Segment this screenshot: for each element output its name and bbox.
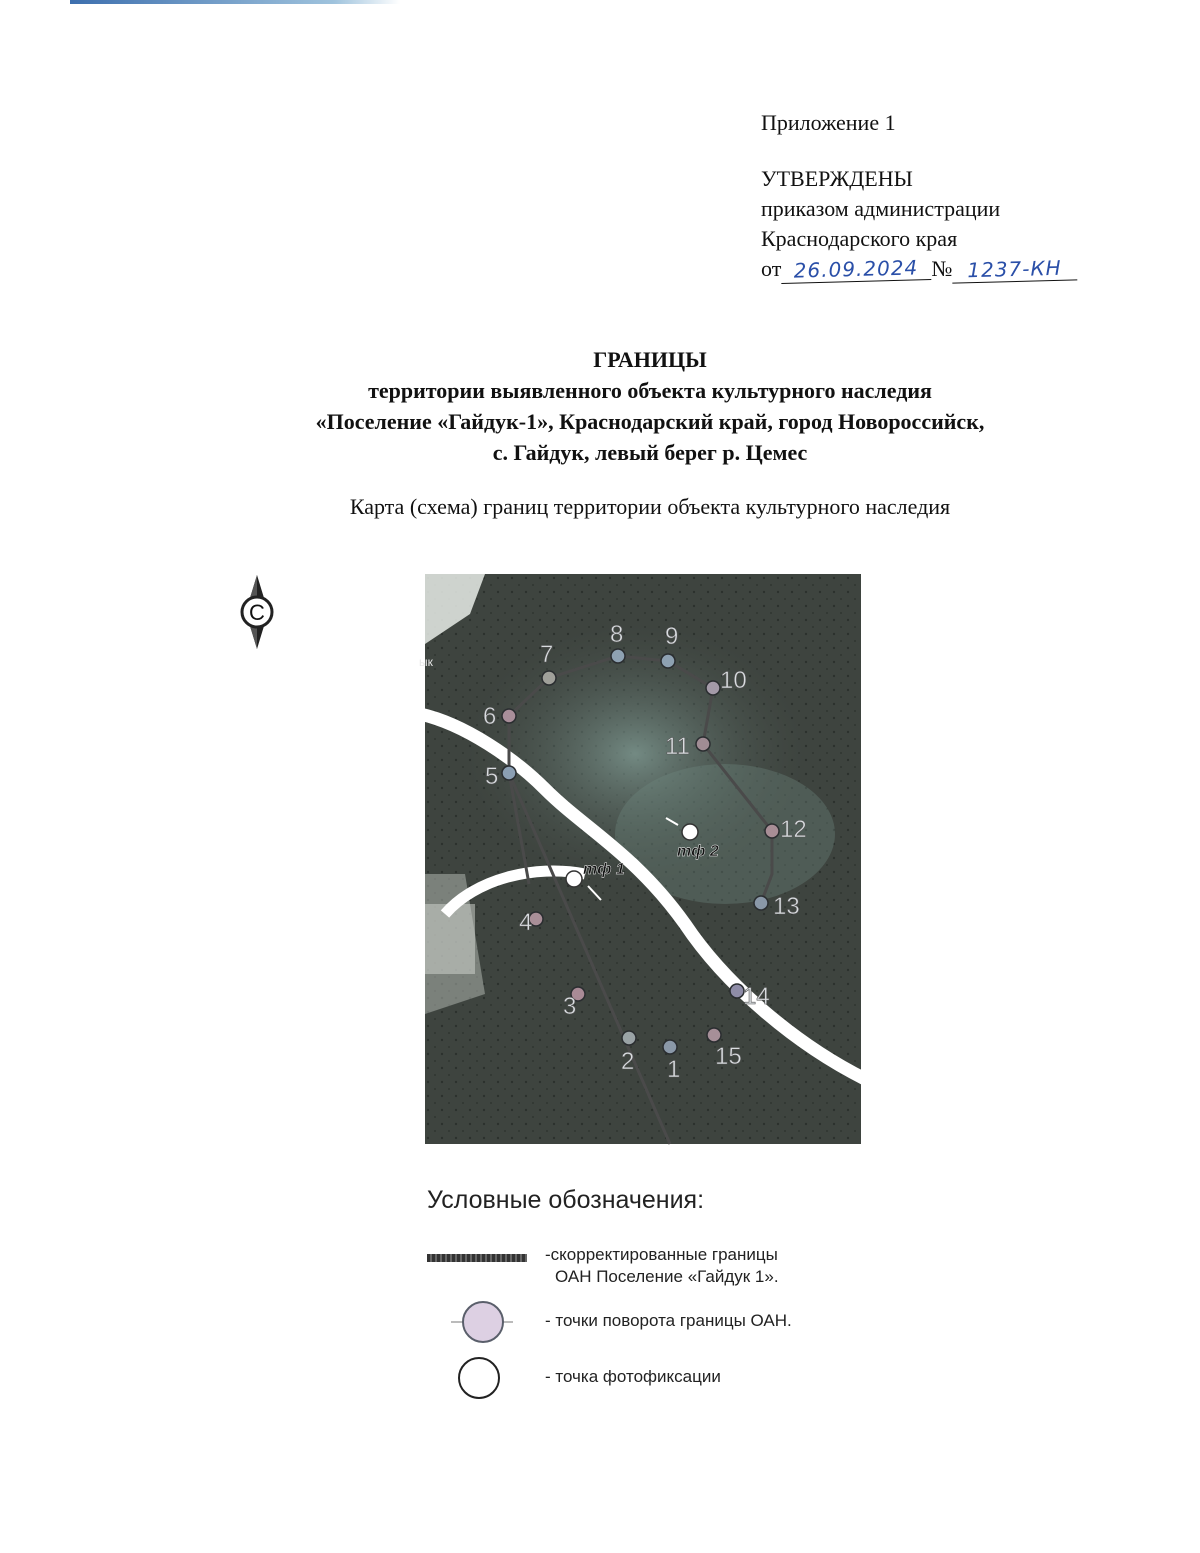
turn-point-label-12: 12	[780, 816, 807, 843]
legend-turn-points	[427, 1300, 927, 1344]
handwritten-number: 1237-КН	[952, 255, 1078, 283]
title-heading: ГРАНИЦЫ	[593, 347, 707, 372]
scan-edge-strip	[70, 0, 400, 4]
turn-point-label-2: 2	[621, 1048, 635, 1075]
legend-title: Условные обозначения:	[427, 1186, 705, 1214]
photo-point-2	[682, 824, 698, 840]
turn-point-15	[707, 1028, 721, 1042]
legend-photo-point	[427, 1356, 927, 1400]
turn-point-label-13: 13	[773, 893, 800, 920]
turn-point-label-6: 6	[483, 703, 497, 730]
title-line-1: территории выявленного объекта культурного наследия	[368, 378, 932, 403]
title-line-2: «Поселение «Гайдук-1», Краснодарский край, город Новороссийск,	[315, 409, 985, 434]
turn-point-label-14: 14	[743, 983, 770, 1010]
turn-point-label-10: 10	[720, 667, 747, 694]
turn-point-label-3: 3	[563, 993, 577, 1020]
legend-boundary-line-1: -скорректированные границы	[545, 1245, 778, 1264]
turn-point-label-1: 1	[667, 1056, 681, 1083]
turn-point-8	[611, 649, 625, 663]
turn-point-9	[661, 654, 675, 668]
title-line-3: с. Гайдук, левый берег р. Цемес	[492, 440, 808, 465]
order-label: приказом администрации	[761, 196, 1001, 221]
turn-point-5	[502, 766, 516, 780]
turn-point-label-9: 9	[665, 623, 679, 650]
turn-point-label-11: 11	[665, 733, 690, 760]
boundary-line-swatch	[427, 1254, 527, 1262]
photo-point-label-1: тф 1	[583, 861, 625, 878]
turn-point-2	[622, 1031, 636, 1045]
date-prefix: от	[761, 256, 782, 281]
photo-point-symbol-icon	[441, 1356, 521, 1400]
turn-point-label-7: 7	[540, 641, 554, 668]
appendix-label: Приложение 1	[761, 110, 896, 135]
turn-point-1	[663, 1040, 677, 1054]
approved-label: УТВЕРЖДЕНЫ	[761, 166, 913, 191]
map-fragment-label: ык	[419, 655, 433, 669]
turn-point-11	[696, 737, 710, 751]
turn-point-label-15: 15	[715, 1043, 742, 1070]
map-subtitle: Карта (схема) границ территории объекта культурного наследия	[349, 494, 951, 519]
turn-point-label-5: 5	[485, 763, 499, 790]
turn-point-14	[730, 984, 744, 998]
document-title	[200, 344, 1100, 468]
approval-block	[761, 108, 1077, 284]
photo-point-1	[566, 871, 582, 887]
north-arrow-icon	[234, 574, 280, 650]
legend-boundary	[427, 1244, 927, 1292]
turn-point-symbol-icon	[441, 1300, 521, 1344]
turn-point-10	[706, 681, 720, 695]
number-sign: №	[931, 256, 953, 281]
region-label: Краснодарского края	[761, 226, 958, 251]
turn-point-13	[754, 896, 768, 910]
date-number-line	[761, 254, 1077, 284]
turn-point-7	[542, 671, 556, 685]
turn-point-label-4: 4	[519, 909, 533, 936]
legend-photo-point-text: - точка фотофиксации	[545, 1367, 721, 1386]
handwritten-date: 26.09.2024	[781, 255, 932, 284]
turn-point-label-8: 8	[610, 621, 624, 648]
boundary-map	[419, 574, 861, 1144]
north-letter: С	[249, 600, 265, 625]
turn-point-6	[502, 709, 516, 723]
photo-point-label-2: тф 2	[677, 843, 719, 860]
legend-boundary-line-2: ОАН Поселение «Гайдук 1».	[555, 1267, 779, 1286]
turn-point-12	[765, 824, 779, 838]
legend-turn-points-text: - точки поворота границы ОАН.	[545, 1311, 792, 1330]
